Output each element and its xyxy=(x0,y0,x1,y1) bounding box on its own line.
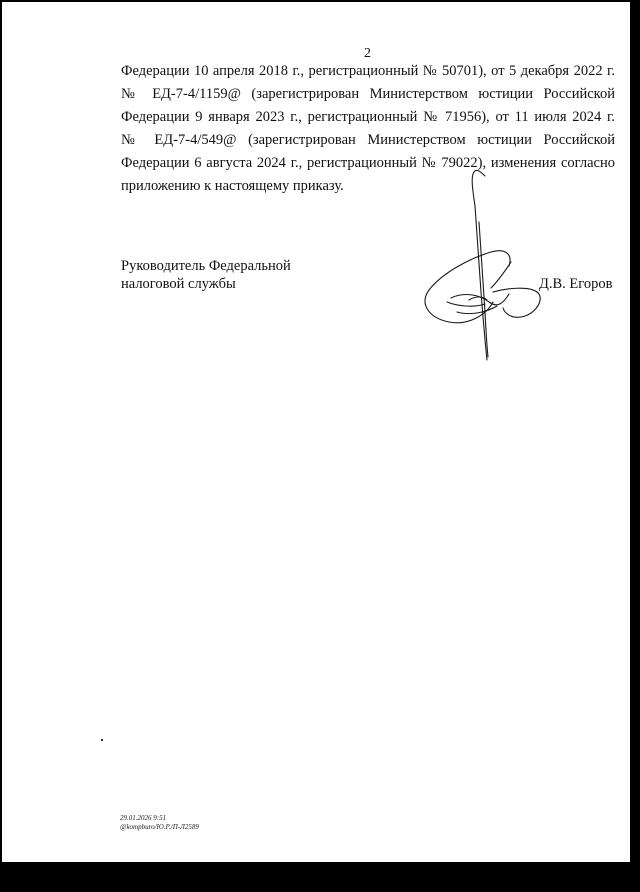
paragraph-line: Федерации 9 января 2023 г., регистрационный № 71956), от 11 июля 2024 г. xyxy=(121,109,615,125)
paragraph-line: Федерации 6 августа 2024 г., регистрационный № 79022), изменения согласно xyxy=(121,155,615,171)
paragraph-line: приложению к настоящему приказу. xyxy=(121,178,344,194)
document-page xyxy=(2,2,630,862)
signer-title xyxy=(121,257,291,293)
paragraph-line: Федерации 10 апреля 2018 г., регистрационный № 50701), от 5 декабря 2022 г. xyxy=(121,63,615,79)
handwritten-signature xyxy=(417,162,557,367)
signer-title-line: налоговой службы xyxy=(121,276,236,292)
signer-name: Д.В. Егоров xyxy=(539,276,613,292)
paragraph-line: № ЕД-7-4/1159@ (зарегистрирован Министерством юстиции Российской xyxy=(121,86,615,102)
page-number: 2 xyxy=(364,46,371,61)
paragraph-line: № ЕД-7-4/549@ (зарегистрирован Министерством юстиции Российской xyxy=(121,132,615,148)
signer-title-line: Руководитель Федеральной xyxy=(121,258,291,274)
scan-speck xyxy=(101,739,103,741)
footer-line: @kompburo/Ю.Р./П-Л2589 xyxy=(120,823,199,831)
footer-line: 29.01.2026 9:51 xyxy=(120,814,167,822)
footer-note xyxy=(120,814,199,832)
